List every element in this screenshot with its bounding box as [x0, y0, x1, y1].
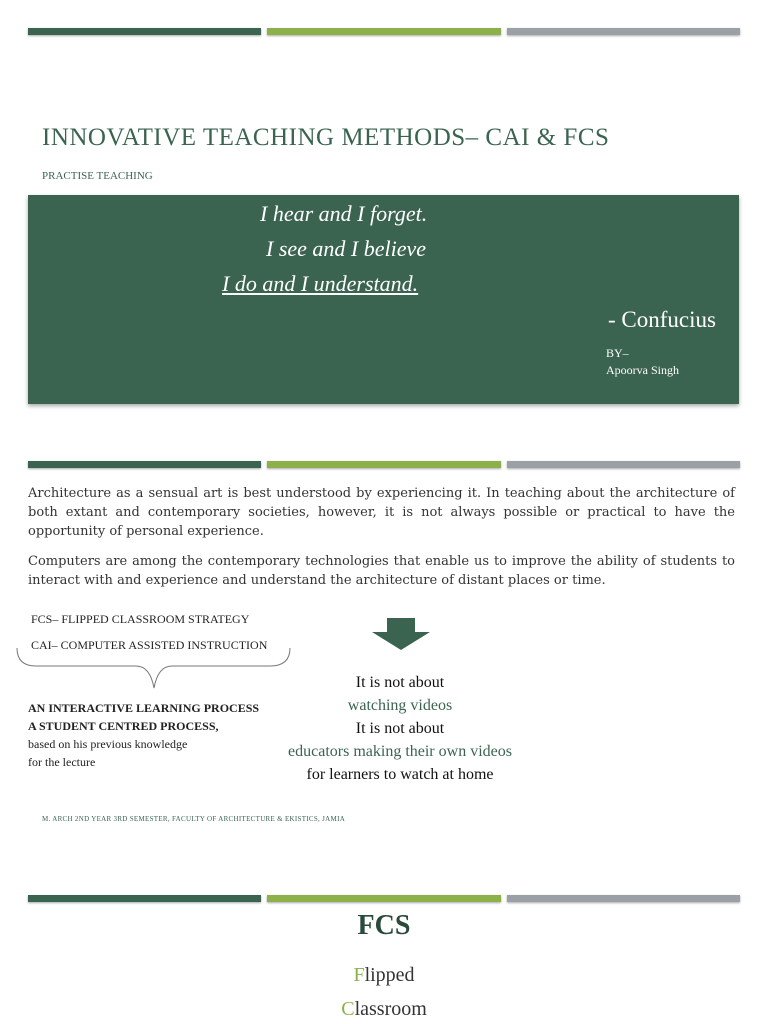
divider-bar-dark — [28, 461, 261, 468]
divider-bar-gray — [507, 461, 740, 468]
center-line-2: watching videos — [347, 697, 453, 714]
intro-paragraph: Architecture as a sensual art is best understood by experiencing it. In teaching about the architecture of both extant and contemporary societies, however, it is not always possible or practical to have the opportunity of personal experience. — [28, 486, 735, 539]
center-line-1: It is not about — [355, 674, 445, 691]
divider-bar-dark — [28, 895, 261, 902]
presenter-name: Apoorva Singh — [606, 363, 679, 377]
quote-line-1: I hear and I forget. — [260, 201, 428, 226]
quote-line-3: I do and I understand. — [222, 271, 419, 296]
bottom-divider-bars — [28, 895, 740, 902]
fcs-heading: FCS — [357, 910, 411, 941]
center-line-5: for learners to watch at home — [306, 766, 494, 783]
acronym-rest-classroom: lassroom — [354, 998, 427, 1020]
divider-bar-gray — [507, 28, 740, 35]
center-line-4: educators making their own videos — [288, 743, 512, 760]
not-about-block — [250, 671, 550, 786]
acronym-rest-flipped: lipped — [364, 964, 415, 986]
learning-process-list — [28, 699, 259, 771]
computers-paragraph: Computers are among the contemporary technologies that enable us to improve the ability of students to interact with and experience and understand the architecture of distant places or time. — [28, 554, 735, 588]
presenter-credit — [606, 345, 679, 379]
course-footer-note: M. ARCH 2ND YEAR 3RD SEMESTER, FACULTY OF ARCHITECTURE & EKISTICS, JAMIA — [42, 815, 346, 823]
divider-bar-green — [267, 895, 500, 902]
divider-bar-green — [267, 28, 500, 35]
top-divider-bars — [28, 28, 740, 35]
down-arrow-icon — [372, 618, 430, 650]
acronym-initial-f: F — [353, 964, 365, 986]
divider-bar-dark — [28, 28, 261, 35]
slide-subtitle: PRACTISE TEACHING — [42, 170, 153, 182]
acronym-word-flipped — [0, 964, 768, 987]
quote-author: - Confucius — [608, 307, 716, 332]
divider-bar-gray — [507, 895, 740, 902]
divider-bar-green — [267, 461, 500, 468]
learning-line-1: AN INTERACTIVE LEARNING PROCESS — [28, 701, 260, 715]
learning-line-2: A STUDENT CENTRED PROCESS, — [28, 719, 219, 733]
middle-divider-bars — [28, 461, 740, 468]
fcs-definition: FCS– FLIPPED CLASSROOM STRATEGY — [31, 612, 250, 626]
quote-line-2: I see and I believe — [266, 236, 427, 261]
learning-line-4: for the lecture — [28, 755, 96, 769]
acronym-word-classroom — [0, 998, 768, 1021]
learning-line-3: based on his previous knowledge — [28, 737, 188, 751]
acronym-initial-c: C — [341, 998, 355, 1020]
quote-panel — [28, 195, 739, 404]
cai-definition: CAI– COMPUTER ASSISTED INSTRUCTION — [31, 638, 268, 652]
center-line-3: It is not about — [355, 720, 445, 737]
by-label: BY– — [606, 346, 629, 360]
slide-title: INNOVATIVE TEACHING METHODS– CAI & FCS — [42, 124, 610, 151]
